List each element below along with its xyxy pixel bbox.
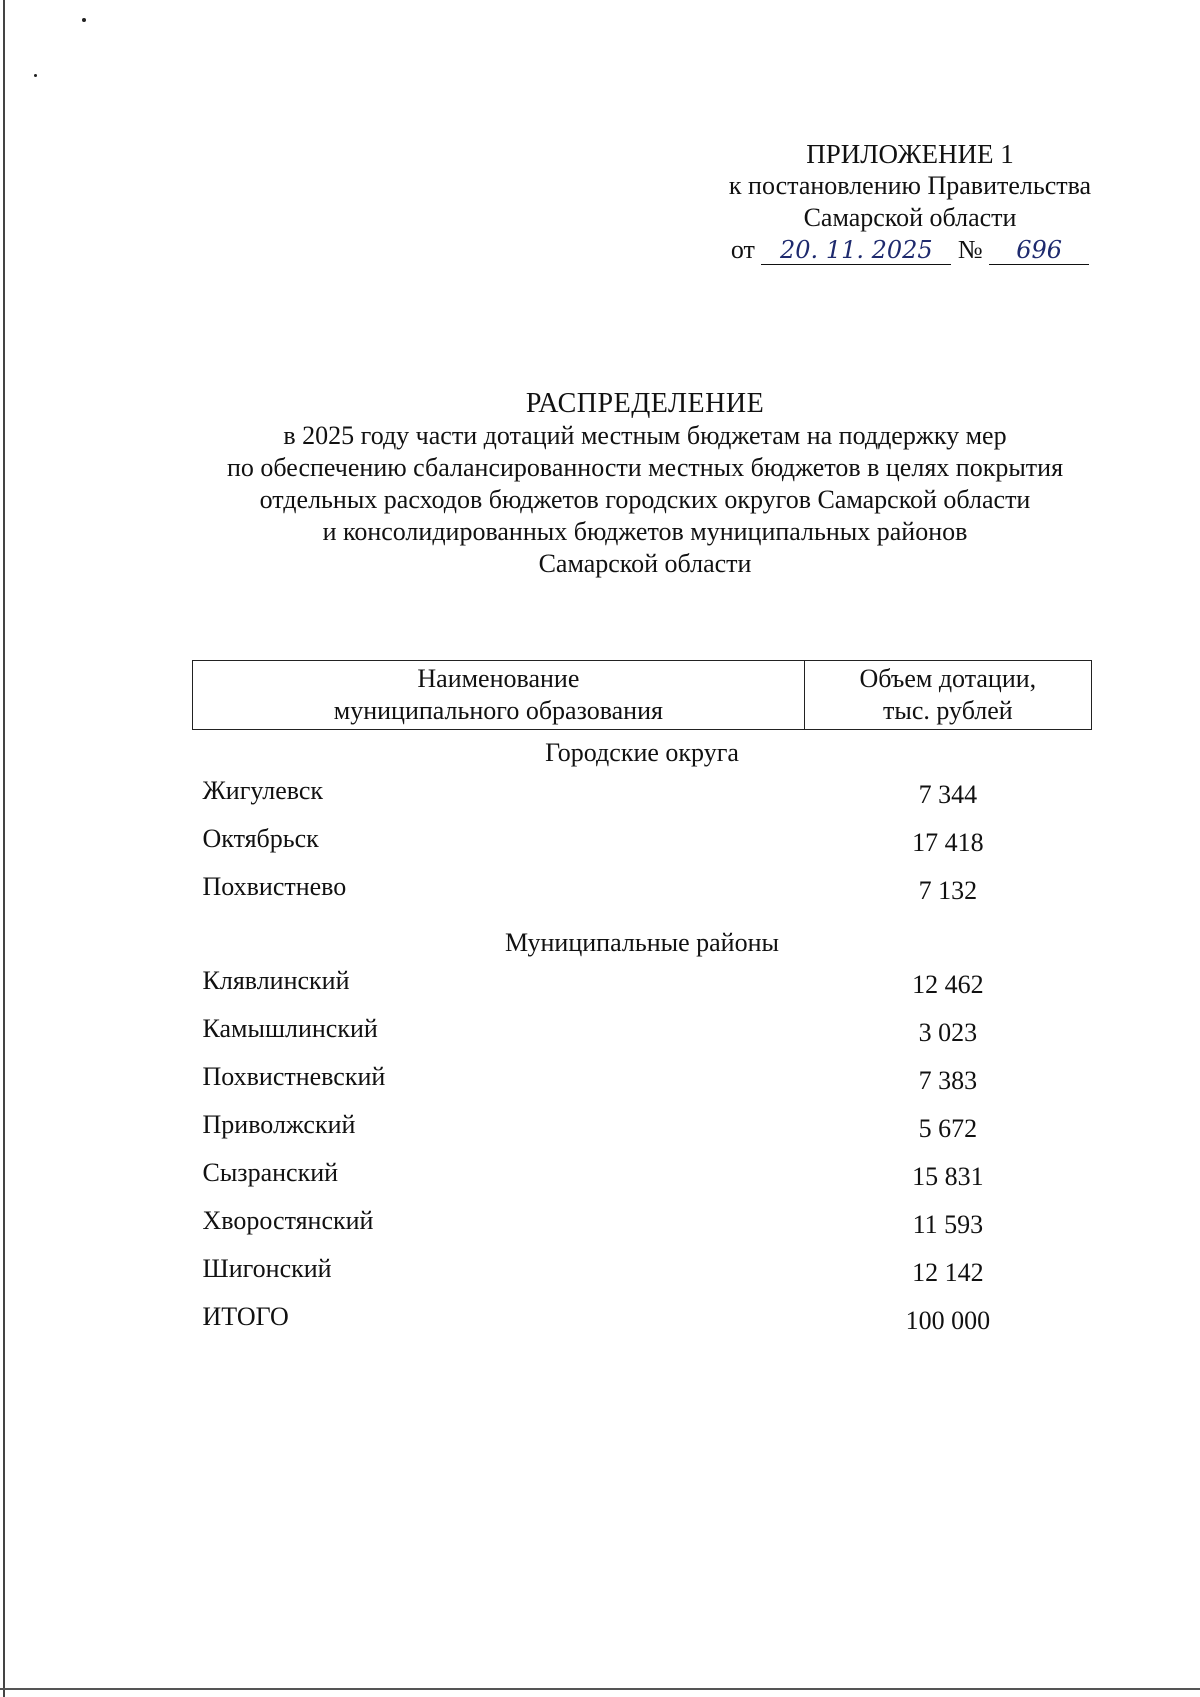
subsidy-amount: 11 593 bbox=[912, 1210, 984, 1239]
table-row bbox=[193, 1254, 1092, 1302]
scan-edge-bottom bbox=[0, 1688, 1200, 1690]
section-title-city-districts: Городские округа bbox=[545, 738, 739, 767]
table-row bbox=[193, 966, 1092, 1014]
table-header-row bbox=[193, 661, 1092, 730]
municipality-name: Сызранский bbox=[202, 1158, 339, 1187]
table-row bbox=[193, 1206, 1092, 1254]
scan-speck bbox=[82, 18, 86, 22]
subsidy-amount: 15 831 bbox=[912, 1162, 984, 1191]
handwritten-date: 20. 11. 2025 bbox=[761, 236, 951, 265]
date-prefix: от bbox=[730, 235, 755, 264]
scan-edge-left bbox=[3, 0, 5, 1697]
table-row bbox=[193, 1110, 1092, 1158]
appendix-block bbox=[680, 138, 1140, 266]
section-row bbox=[193, 920, 1092, 966]
subsidy-amount: 3 023 bbox=[918, 1018, 978, 1047]
header-municipality-line-2: муниципального образования bbox=[333, 696, 663, 725]
document-subtitle-line: в 2025 году части дотаций местным бюджетам на поддержку мер bbox=[283, 421, 1007, 450]
appendix-line-1: к постановлению Правительства bbox=[728, 171, 1092, 200]
table-row bbox=[193, 872, 1092, 920]
scan-speck bbox=[34, 74, 37, 77]
appendix-date-line bbox=[680, 234, 1140, 266]
table-row bbox=[193, 776, 1092, 824]
header-amount-line-2: тыс. рублей bbox=[883, 696, 1013, 725]
municipality-name: Похвистневский bbox=[202, 1062, 386, 1091]
municipality-name: Жигулевск bbox=[202, 776, 324, 805]
subsidy-amount: 7 132 bbox=[918, 876, 978, 905]
subsidy-amount: 5 672 bbox=[918, 1114, 978, 1143]
total-amount: 100 000 bbox=[905, 1306, 991, 1335]
table-row bbox=[193, 1014, 1092, 1062]
table-row bbox=[193, 1062, 1092, 1110]
section-row bbox=[193, 730, 1092, 777]
header-municipality bbox=[193, 661, 805, 730]
document-subtitle-line: Самарской области bbox=[538, 549, 752, 578]
municipality-name: Октябрьск bbox=[202, 824, 319, 853]
document-subtitle-line: по обеспечению сбалансированности местных бюджетов в целях покрытия bbox=[226, 453, 1064, 482]
municipality-name: Камышлинский bbox=[202, 1014, 378, 1043]
handwritten-number: 696 bbox=[989, 236, 1089, 265]
appendix-line-2: Самарской области bbox=[803, 203, 1017, 232]
appendix-title: ПРИЛОЖЕНИЕ 1 bbox=[806, 139, 1014, 169]
document-title-block bbox=[160, 388, 1130, 580]
municipality-name: Шигонский bbox=[202, 1254, 332, 1283]
document-heading: РАСПРЕДЕЛЕНИЕ bbox=[525, 388, 765, 419]
total-row bbox=[193, 1302, 1092, 1350]
subsidy-amount: 12 462 bbox=[912, 970, 984, 999]
document-subtitle-line: и консолидированных бюджетов муниципальных районов bbox=[322, 517, 968, 546]
municipality-name: Клявлинский bbox=[202, 966, 350, 995]
header-municipality-line-1: Наименование bbox=[417, 664, 580, 693]
municipality-name: Приволжский bbox=[202, 1110, 356, 1139]
total-label: ИТОГО bbox=[202, 1302, 289, 1331]
table-row bbox=[193, 824, 1092, 872]
document-subtitle-line: отдельных расходов бюджетов городских округов Самарской области bbox=[259, 485, 1031, 514]
subsidy-amount: 17 418 bbox=[912, 828, 984, 857]
subsidy-amount: 7 344 bbox=[918, 780, 978, 809]
municipality-name: Похвистнево bbox=[202, 872, 347, 901]
municipality-name: Хворостянский bbox=[202, 1206, 374, 1235]
subsidy-amount: 7 383 bbox=[918, 1066, 978, 1095]
section-title-municipal-districts: Муниципальные районы bbox=[505, 928, 779, 957]
header-amount bbox=[804, 661, 1091, 730]
table-row bbox=[193, 1158, 1092, 1206]
subsidy-amount: 12 142 bbox=[912, 1258, 984, 1287]
distribution-table bbox=[192, 660, 1092, 1350]
header-amount-line-1: Объем дотации, bbox=[859, 664, 1037, 693]
number-sign: № bbox=[957, 235, 983, 264]
